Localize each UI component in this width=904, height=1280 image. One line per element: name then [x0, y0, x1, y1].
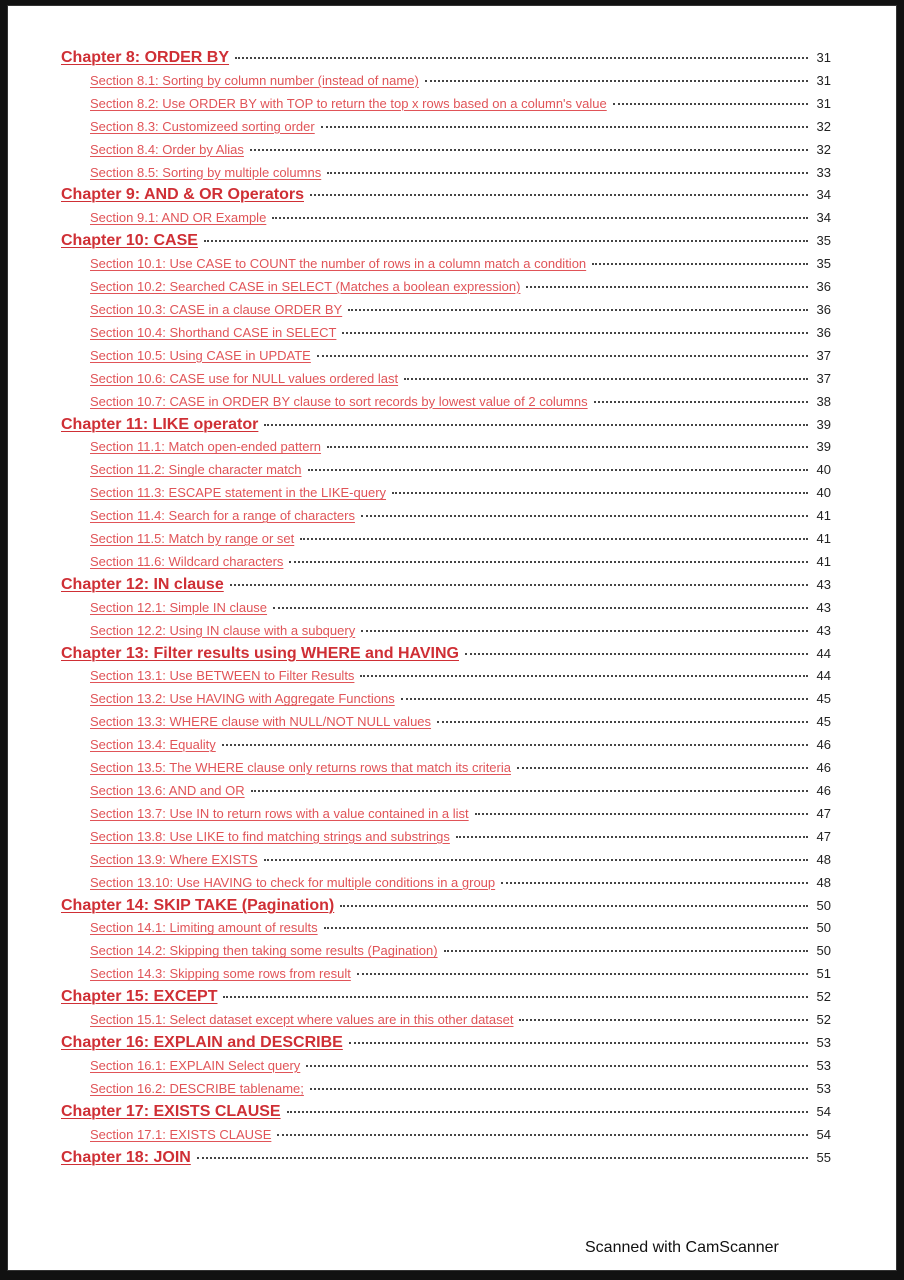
dot-leader: [223, 996, 808, 998]
section-title-link[interactable]: Section 10.2: Searched CASE in SELECT (Matches a boolean expression): [90, 279, 521, 295]
page-number: 31: [816, 95, 831, 111]
dot-leader: [456, 836, 808, 838]
page-number: 33: [816, 164, 831, 180]
page-number: 50: [816, 943, 831, 959]
toc-chapter-entry[interactable]: [61, 185, 831, 205]
dot-leader: [251, 790, 808, 792]
dot-leader: [340, 905, 808, 907]
dot-leader: [222, 744, 808, 746]
page-number: 41: [816, 531, 831, 547]
dot-leader: [308, 469, 809, 471]
dot-leader: [401, 698, 808, 700]
toc-section-entry[interactable]: [61, 323, 831, 343]
page-number: 53: [816, 1080, 831, 1096]
toc-section-entry[interactable]: [61, 1010, 831, 1030]
dot-leader: [348, 309, 808, 311]
page-number: 52: [816, 1012, 831, 1028]
page-number: 31: [816, 72, 831, 88]
dot-leader: [361, 630, 808, 632]
toc-section-entry[interactable]: [61, 621, 831, 641]
toc-section-entry[interactable]: [61, 735, 831, 755]
section-title-link[interactable]: Section 10.4: Shorthand CASE in SELECT: [90, 324, 337, 340]
section-title-link[interactable]: Section 17.1: EXISTS CLAUSE: [90, 1126, 272, 1142]
section-title-link[interactable]: Section 14.2: Skipping then taking some results (Pagination): [90, 943, 438, 959]
page-number: 36: [816, 324, 831, 340]
page-number: 50: [816, 920, 831, 936]
section-title-link[interactable]: Section 11.4: Search for a range of characters: [90, 508, 355, 524]
toc-section-entry[interactable]: [61, 827, 831, 847]
toc-chapter-entry[interactable]: [61, 1102, 831, 1122]
section-title-link[interactable]: Section 11.2: Single character match: [90, 462, 302, 478]
page-number: 40: [816, 485, 831, 501]
dot-leader: [594, 401, 808, 403]
section-title-link[interactable]: Section 8.1: Sorting by column number (instead of name): [90, 72, 419, 88]
toc-chapter-entry[interactable]: [61, 644, 831, 664]
section-title-link[interactable]: Section 10.3: CASE in a clause ORDER BY: [90, 301, 343, 317]
section-title-link[interactable]: Section 13.6: AND and OR: [90, 783, 245, 798]
dot-leader: [361, 515, 808, 517]
dot-leader: [475, 813, 808, 815]
section-title-link[interactable]: Section 9.1: AND OR Example: [90, 210, 267, 226]
dot-leader: [592, 263, 808, 265]
page-number: 50: [816, 897, 831, 913]
page-number: 40: [816, 462, 831, 478]
toc-chapter-entry[interactable]: [61, 1148, 831, 1168]
toc-section-entry[interactable]: [61, 300, 831, 320]
dot-leader: [287, 1111, 808, 1113]
chapter-title-link[interactable]: Chapter 11: LIKE operator: [61, 415, 259, 433]
dot-leader: [264, 859, 808, 861]
chapter-title-link[interactable]: Chapter 16: EXPLAIN and DESCRIBE: [61, 1033, 343, 1051]
document-page: [8, 6, 896, 1270]
dot-leader: [357, 973, 808, 975]
toc-section-entry[interactable]: [61, 689, 831, 709]
dot-leader: [306, 1065, 808, 1067]
dot-leader: [327, 446, 808, 448]
page-number: 54: [816, 1103, 831, 1119]
toc-section-entry[interactable]: [61, 712, 831, 732]
toc-section-entry[interactable]: [61, 804, 831, 824]
section-title-link[interactable]: Section 10.6: CASE use for NULL values ordered last: [90, 370, 399, 386]
page-number: 43: [816, 576, 831, 592]
dot-leader: [321, 126, 808, 128]
page-number: 35: [816, 256, 831, 272]
page-number: 52: [816, 989, 831, 1005]
section-title-link[interactable]: Section 13.5: The WHERE clause only returns rows that match its criteria: [90, 760, 511, 776]
dot-leader: [526, 286, 808, 288]
dot-leader: [425, 80, 808, 82]
toc-section-entry[interactable]: [61, 529, 831, 549]
section-title-link[interactable]: Section 8.2: Use ORDER BY with TOP to return the top x rows based on a column's value: [90, 95, 607, 111]
dot-leader: [444, 950, 808, 952]
page-number: 44: [816, 668, 831, 684]
dot-leader: [277, 1134, 808, 1136]
toc-section-entry[interactable]: [61, 552, 831, 572]
dot-leader: [613, 103, 808, 105]
section-title-link[interactable]: Section 13.4: Equality: [90, 737, 216, 753]
page-number: 37: [816, 347, 831, 363]
section-title-link[interactable]: Section 13.3: WHERE clause with NULL/NOT NULL values: [90, 714, 432, 730]
chapter-title-link[interactable]: Chapter 15: EXCEPT: [61, 988, 218, 1006]
dot-leader: [404, 378, 808, 380]
toc-section-entry[interactable]: [61, 1056, 831, 1076]
page-number: 54: [816, 1126, 831, 1142]
toc-section-entry[interactable]: [61, 392, 831, 412]
dot-leader: [327, 172, 808, 174]
section-title-link[interactable]: Section 12.2: Using IN clause with a subquery: [90, 622, 356, 638]
toc-section-entry[interactable]: [61, 208, 831, 228]
dot-leader: [273, 607, 808, 609]
toc-section-entry[interactable]: [61, 437, 831, 457]
toc-section-entry[interactable]: [61, 964, 831, 984]
section-title-link[interactable]: Section 13.9: Where EXISTS: [90, 851, 258, 867]
page-number: 53: [816, 1057, 831, 1073]
toc-section-entry[interactable]: [61, 1125, 831, 1145]
dot-leader: [392, 492, 808, 494]
toc-section-entry[interactable]: [61, 506, 831, 526]
toc-chapter-entry[interactable]: [61, 415, 831, 435]
toc-chapter-entry[interactable]: [61, 1033, 831, 1053]
dot-leader: [310, 1088, 808, 1090]
page-number: 55: [816, 1149, 831, 1165]
dot-leader: [250, 149, 808, 151]
page-number: 43: [816, 599, 831, 615]
toc-section-entry[interactable]: [61, 598, 831, 618]
chapter-title-link[interactable]: Chapter 13: Filter results using WHERE and HAVING: [61, 644, 459, 662]
page-number: 43: [816, 622, 831, 638]
dot-leader: [300, 538, 808, 540]
chapter-title-link[interactable]: Chapter 9: AND & OR Operators: [61, 186, 304, 204]
toc-section-entry[interactable]: [61, 666, 831, 686]
page-number: 47: [816, 805, 831, 821]
section-title-link[interactable]: Section 11.5: Match by range or set: [90, 531, 295, 547]
toc-section-entry[interactable]: [61, 1079, 831, 1099]
section-title-link[interactable]: Section 11.6: Wildcard characters: [90, 553, 284, 569]
dot-leader: [437, 721, 808, 723]
section-title-link[interactable]: Section 13.7: Use IN to return rows with a value contained in a list: [90, 805, 469, 821]
page-number: 41: [816, 553, 831, 569]
page-number: 39: [816, 439, 831, 455]
page-number: 44: [816, 645, 831, 661]
scanner-watermark: Scanned with CamScanner: [585, 1239, 779, 1256]
toc-section-entry[interactable]: [61, 781, 831, 801]
toc-chapter-entry[interactable]: [61, 575, 831, 595]
page-number: 36: [816, 279, 831, 295]
section-title-link[interactable]: Section 10.1: Use CASE to COUNT the number of rows in a column match a condition: [90, 256, 587, 272]
page-number: 53: [816, 1034, 831, 1050]
chapter-title-link[interactable]: Chapter 12: IN clause: [61, 575, 224, 593]
dot-leader: [501, 882, 808, 884]
toc-section-entry[interactable]: [61, 94, 831, 114]
page-number: 39: [816, 416, 831, 432]
section-title-link[interactable]: Section 14.1: Limiting amount of results: [90, 920, 318, 936]
toc-chapter-entry[interactable]: [61, 896, 831, 916]
dot-leader: [324, 927, 808, 929]
chapter-title-link[interactable]: Chapter 14: SKIP TAKE (Pagination): [61, 896, 335, 914]
page-number: 48: [816, 874, 831, 890]
toc-section-entry[interactable]: [61, 277, 831, 297]
section-title-link[interactable]: Section 13.10: Use HAVING to check for multiple conditions in a group: [90, 874, 496, 890]
toc-section-entry[interactable]: [61, 483, 831, 503]
page-number: 45: [816, 714, 831, 730]
dot-leader: [517, 767, 808, 769]
table-of-contents: [61, 48, 831, 1168]
page-number: 35: [816, 233, 831, 249]
section-title-link[interactable]: Section 8.3: Customizeed sorting order: [90, 118, 315, 134]
chapter-title-link[interactable]: Chapter 18: JOIN: [61, 1148, 191, 1166]
dot-leader: [465, 653, 808, 655]
section-title-link[interactable]: Section 11.3: ESCAPE statement in the LIKE-query: [90, 485, 387, 501]
toc-chapter-entry[interactable]: [61, 48, 831, 68]
page-number: 38: [816, 393, 831, 409]
chapter-title-link[interactable]: Chapter 8: ORDER BY: [61, 49, 230, 66]
dot-leader: [349, 1042, 808, 1044]
toc-section-entry[interactable]: [61, 941, 831, 961]
toc-section-entry[interactable]: [61, 71, 831, 91]
page-number: 46: [816, 783, 831, 798]
section-title-link[interactable]: Section 10.5: Using CASE in UPDATE: [90, 347, 311, 363]
page-number: 37: [816, 370, 831, 386]
toc-section-entry[interactable]: [61, 873, 831, 893]
dot-leader: [317, 355, 808, 357]
dot-leader: [342, 332, 808, 334]
section-title-link[interactable]: Section 16.2: DESCRIBE tablename;: [90, 1080, 304, 1096]
toc-section-entry[interactable]: [61, 163, 831, 183]
toc-section-entry[interactable]: [61, 140, 831, 160]
dot-leader: [230, 584, 808, 586]
section-title-link[interactable]: Section 8.4: Order by Alias: [90, 141, 244, 157]
toc-chapter-entry[interactable]: [61, 231, 831, 251]
dot-leader: [289, 561, 808, 563]
page-number: 46: [816, 760, 831, 776]
toc-section-entry[interactable]: [61, 918, 831, 938]
page-number: 34: [816, 187, 831, 203]
section-title-link[interactable]: Section 11.1: Match open-ended pattern: [90, 439, 322, 455]
dot-leader: [197, 1157, 808, 1159]
page-number: 34: [816, 210, 831, 226]
section-title-link[interactable]: Section 8.5: Sorting by multiple columns: [90, 164, 322, 180]
section-title-link[interactable]: Section 15.1: Select dataset except where values are in this other dataset: [90, 1012, 514, 1028]
section-title-link[interactable]: Section 13.8: Use LIKE to find matching strings and substrings: [90, 828, 450, 844]
page-number: 51: [816, 966, 831, 982]
page-number: 48: [816, 851, 831, 867]
page-number: 41: [816, 508, 831, 524]
toc-section-entry[interactable]: [61, 254, 831, 274]
section-title-link[interactable]: Section 13.2: Use HAVING with Aggregate Functions: [90, 691, 395, 707]
dot-leader: [272, 217, 808, 219]
section-title-link[interactable]: Section 13.1: Use BETWEEN to Filter Results: [90, 668, 355, 684]
page-number: 31: [816, 50, 831, 65]
section-title-link[interactable]: Section 10.7: CASE in ORDER BY clause to sort records by lowest value of 2 columns: [90, 393, 588, 409]
dot-leader: [235, 57, 808, 59]
chapter-title-link[interactable]: Chapter 17: EXISTS CLAUSE: [61, 1102, 281, 1120]
toc-section-entry[interactable]: [61, 117, 831, 137]
dot-leader: [264, 424, 808, 426]
toc-section-entry[interactable]: [61, 369, 831, 389]
page-number: 32: [816, 141, 831, 157]
toc-section-entry[interactable]: [61, 346, 831, 366]
page-number: 32: [816, 118, 831, 134]
toc-section-entry[interactable]: [61, 850, 831, 870]
section-title-link[interactable]: Section 16.1: EXPLAIN Select query: [90, 1057, 301, 1073]
chapter-title-link[interactable]: Chapter 10: CASE: [61, 232, 198, 250]
dot-leader: [360, 675, 808, 677]
dot-leader: [310, 194, 808, 196]
toc-chapter-entry[interactable]: [61, 987, 831, 1007]
toc-section-entry[interactable]: [61, 758, 831, 778]
dot-leader: [519, 1019, 808, 1021]
page-number: 46: [816, 737, 831, 753]
section-title-link[interactable]: Section 14.3: Skipping some rows from result: [90, 966, 351, 982]
page-number: 36: [816, 301, 831, 317]
page-number: 47: [816, 828, 831, 844]
dot-leader: [204, 240, 808, 242]
page-number: 45: [816, 691, 831, 707]
toc-section-entry[interactable]: [61, 460, 831, 480]
section-title-link[interactable]: Section 12.1: Simple IN clause: [90, 599, 268, 615]
